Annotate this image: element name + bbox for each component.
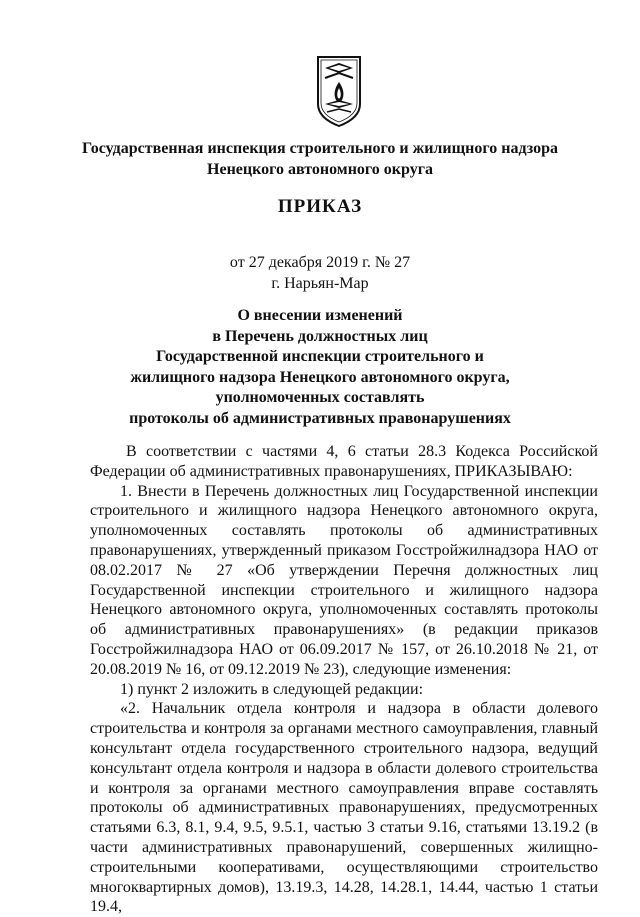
body-paragraph: «2. Начальник отдела контроля и надзора в области долевого строительства и контроля за органами местного самоуправления, главный консультант отдела государственного строительного надзора, ведущий консультант отдела контроля и надзора в области долевого строительства и контроля за органами местного самоуправления вправе составлять протоколы об административных правонарушениях, предусмотренных статьями 6.3, 8.1, 9.4, 9.5, 9.5.1, частью 3 статьи 9.16, статьями 13.19.2 (в части административных правонарушений, совершенных жилищно-строительными кооперативами, осуществляющими строительство многоквартирных домов), 13.19.3, 14.28, 14.28.1, 14.44, частью 1 статьи 19.4, bbox=[90, 700, 598, 916]
body-paragraph: 1. Внести в Перечень должностных лиц Государственной инспекции строительного и жилищного надзора Ненецкого автономного округа, уполномоченных составлять протоколы об административных правонарушениях, утвержденный приказом Госстройжилнадзора НАО от 08.02.2017 № 27 «Об утверждении Перечня должностных лиц Государственной инспекции строительного и жилищного надзора Ненецкого автономного округа, уполномоченных составлять протоколы об административных правонарушениях» (в редакции приказов Госстройжилнадзора НАО от 06.09.2017 № 157, от 26.10.2018 № 21, от 20.08.2019 № 16, от 09.12.2019 № 23), следующие изменения: bbox=[90, 482, 598, 678]
subject-line: уполномоченных составлять bbox=[215, 389, 425, 406]
order-body bbox=[90, 442, 598, 917]
order-subject bbox=[0, 306, 640, 429]
order-meta bbox=[0, 252, 640, 294]
order-date-number: от 27 декабря 2019 г. № 27 bbox=[229, 254, 411, 271]
organization-line-2: Ненецкого автономного округа bbox=[207, 161, 433, 178]
body-paragraph: 1) пункт 2 изложить в следующей редакции: bbox=[120, 680, 424, 698]
subject-line: в Перечень должностных лиц bbox=[212, 327, 428, 345]
subject-line: протоколы об административных правонарушениях bbox=[129, 409, 511, 427]
subject-line: Государственной инспекции строительного и bbox=[156, 348, 484, 365]
body-paragraph: В соответствии с частями 4, 6 статьи 28.3 Кодекса Российской Федерации об административных правонарушениях, ПРИКАЗЫВАЮ: bbox=[90, 443, 598, 480]
order-place: г. Нарьян-Мар bbox=[271, 275, 369, 292]
subject-line: жилищного надзора Ненецкого автономного округа, bbox=[130, 368, 510, 386]
organization-line-1: Государственная инспекция строительного и жилищного надзора bbox=[82, 140, 558, 157]
organization-name bbox=[0, 138, 640, 180]
subject-line: О внесении изменений bbox=[237, 307, 403, 324]
order-title: ПРИКАЗ bbox=[277, 196, 363, 217]
coat-of-arms-emblem-icon bbox=[315, 54, 363, 128]
